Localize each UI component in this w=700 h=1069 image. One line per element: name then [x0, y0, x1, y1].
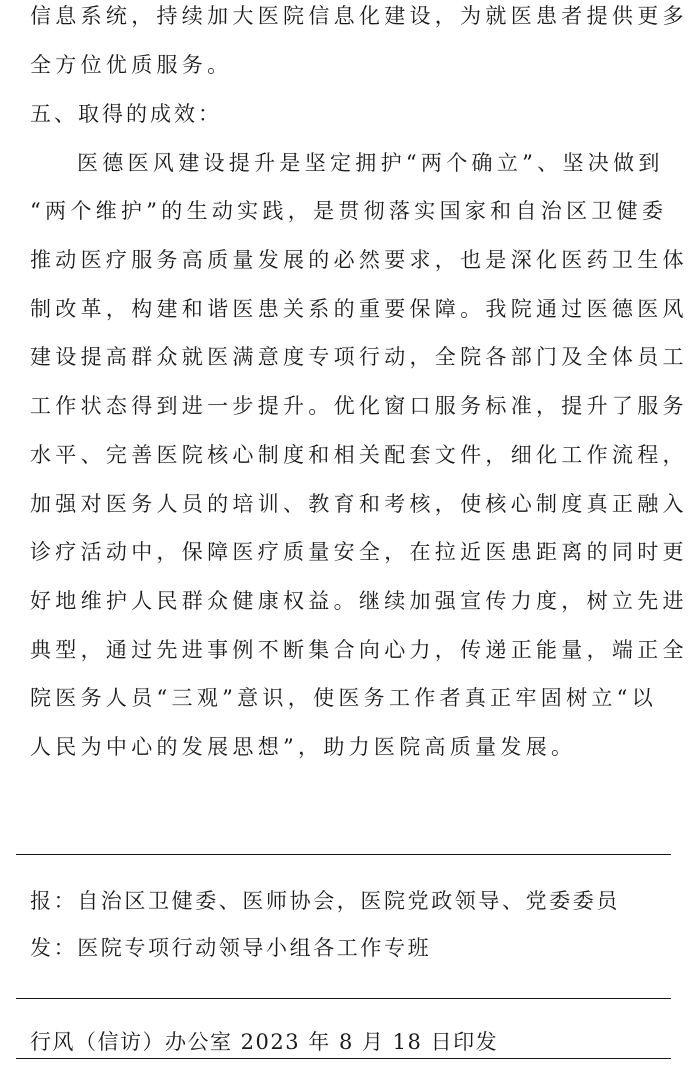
body-line-4: 制改革，构建和谐医患关系的重要保障。我院通过医德医风 [30, 297, 688, 321]
body-line-7: 水平、完善医院核心制度和相关配套文件，细化工作流程， [30, 443, 688, 467]
body-line-6: 工作状态得到进一步提升。优化窗口服务标准，提升了服务 [30, 394, 688, 418]
body-line-11: 典型，通过先进事例不断集合向心力，传递正能量，端正全 [30, 638, 688, 662]
body-line-8: 加强对医务人员的培训、教育和考核，使核心制度真正融入 [30, 492, 688, 516]
report-to-line: 报：自治区卫健委、医师协会，医院党政领导、党委委员 [30, 889, 620, 913]
body-line-9: 诊疗活动中，保障医疗质量安全，在拉近医患距离的同时更 [30, 540, 688, 564]
body-line-3: 推动医疗服务高质量发展的必然要求，也是深化医药卫生体 [30, 248, 688, 272]
body-line-5: 建设提高群众就医满意度专项行动，全院各部门及全体员工 [30, 345, 688, 369]
divider-top [16, 854, 671, 855]
send-to-line: 发：医院专项行动领导小组各工作专班 [30, 936, 432, 960]
body-line-1: 医德医风建设提升是坚定拥护“两个确立”、坚决做到 [77, 151, 664, 175]
body-line-13: 人民为中心的发展思想”，助力医院高质量发展。 [30, 735, 577, 759]
printed-by-line: 行风（信访）办公室 2023 年 8 月 18 日印发 [30, 1030, 499, 1054]
body-line-12: 院医务人员“三观”意识，使医务工作者真正牢固树立“以 [30, 686, 658, 710]
divider-middle [16, 998, 671, 999]
body-line-10: 好地维护人民群众健康权益。继续加强宣传力度，树立先进 [30, 589, 688, 613]
body-line-2: “两个维护”的生动实践，是贯彻落实国家和自治区卫健委 [30, 199, 668, 223]
intro-line-2: 全方位优质服务。 [30, 53, 233, 77]
divider-bottom [16, 1058, 671, 1059]
intro-line-1: 信息系统，持续加大医院信息化建设，为就医患者提供更多 [30, 4, 688, 28]
section-heading: 五、取得的成效： [30, 102, 222, 126]
